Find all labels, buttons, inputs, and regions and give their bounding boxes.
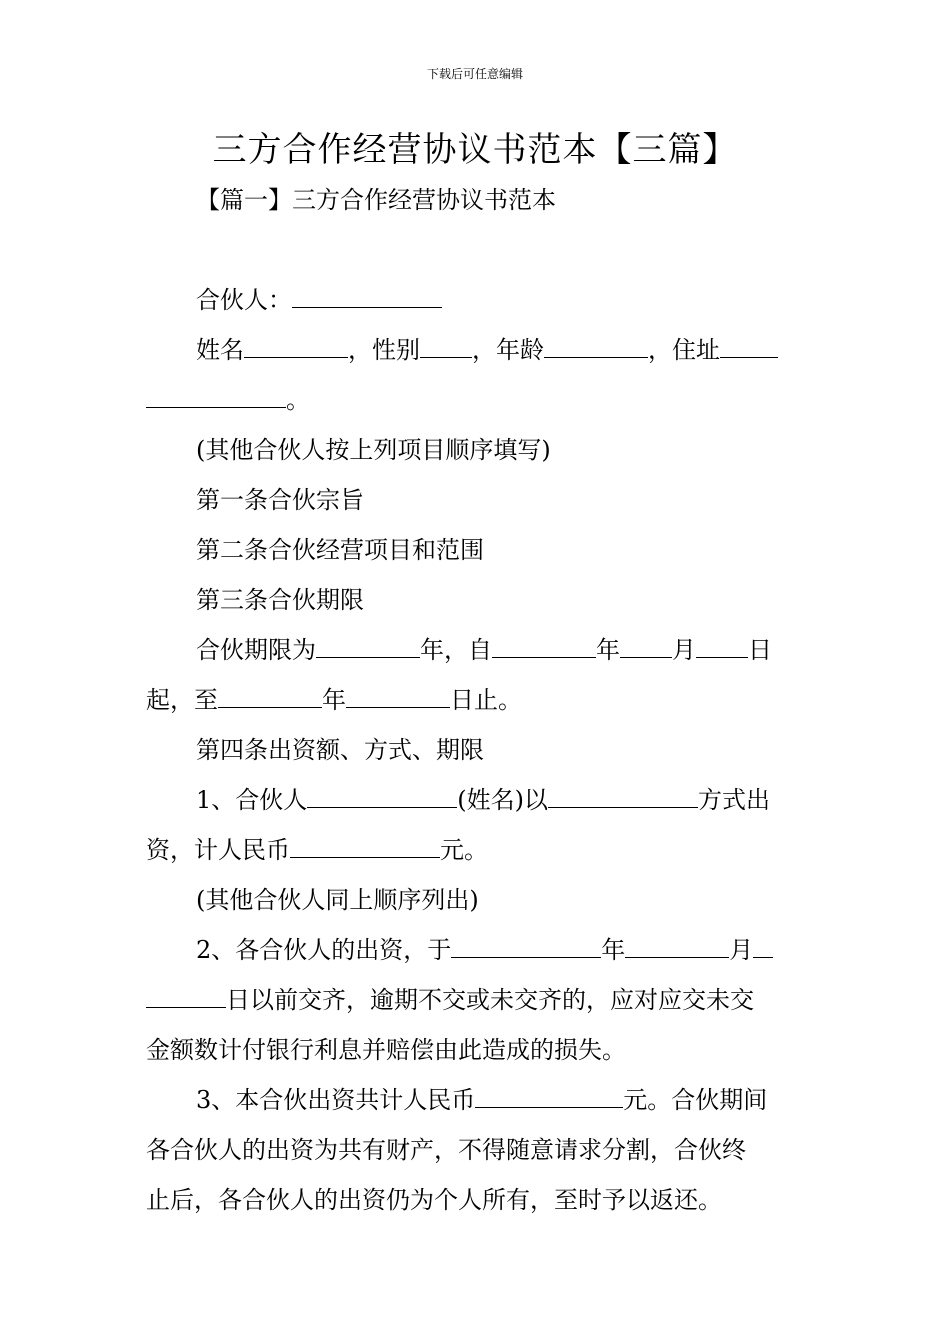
item-2-line-1 xyxy=(196,934,773,966)
item-1-partner-blank xyxy=(307,785,457,808)
term-text-g: 年 xyxy=(322,686,346,714)
item-3-amount-blank xyxy=(475,1085,623,1108)
order-note: (其他合伙人同上顺序列出) xyxy=(196,886,479,914)
article-2-heading: 第二条合伙经营项目和范围 xyxy=(196,536,484,564)
age-label: ，年龄 xyxy=(472,336,544,364)
item-2-line-2 xyxy=(146,984,754,1016)
article-1-heading: 第一条合伙宗旨 xyxy=(196,486,364,514)
term-text-f: 起，至 xyxy=(146,686,218,714)
item-2-line-3: 金额数计付银行利息并赔偿由此造成的损失。 xyxy=(146,1036,626,1064)
term-start-day-blank xyxy=(696,635,748,658)
section-heading: 【篇一】三方合作经营协议书范本 xyxy=(196,186,556,214)
item-3-text-b: 元。合伙期间 xyxy=(623,1086,768,1114)
address-blank-continued xyxy=(146,385,286,408)
item-1-text-e: 元。 xyxy=(440,836,488,864)
item-2-text-c: 月 xyxy=(729,936,754,964)
term-text-e: 日 xyxy=(748,636,772,664)
term-text-c: 年 xyxy=(596,636,620,664)
document-title: 三方合作经营协议书范本【三篇】 xyxy=(212,130,738,170)
partner-line xyxy=(196,284,442,316)
address-label: ，住址 xyxy=(648,336,720,364)
partner-label: 合伙人： xyxy=(196,286,292,314)
term-start-month-blank xyxy=(620,635,672,658)
term-line-1 xyxy=(196,634,772,666)
item-2-text-b: 年 xyxy=(601,936,626,964)
fill-note: (其他合伙人按上列项目顺序填写) xyxy=(196,436,551,464)
partner-info-line xyxy=(196,334,778,366)
term-years-blank xyxy=(316,635,420,658)
address-blank xyxy=(720,335,778,358)
item-2-day-blank xyxy=(753,935,773,958)
item-1-amount-blank xyxy=(290,835,440,858)
name-blank xyxy=(244,335,348,358)
gender-blank xyxy=(420,335,472,358)
address-end: 。 xyxy=(286,386,310,414)
item-2-year-blank xyxy=(451,935,601,958)
article-4-heading: 第四条出资额、方式、期限 xyxy=(196,736,484,764)
item-3-line-2: 各合伙人的出资为共有财产，不得随意请求分割，合伙终 xyxy=(146,1136,746,1164)
item-2-day-blank-continued xyxy=(146,985,226,1008)
item-1-method-blank xyxy=(548,785,698,808)
item-1-text-a: 1、合伙人 xyxy=(196,786,308,814)
item-1-text-d: 资，计人民币 xyxy=(146,836,290,864)
term-text-h: 日止。 xyxy=(450,686,522,714)
item-3-line-1 xyxy=(196,1084,767,1116)
term-text-d: 月 xyxy=(672,636,696,664)
item-3-text-a: 3、本合伙出资共计人民币 xyxy=(196,1086,476,1114)
term-end-year-blank xyxy=(218,685,322,708)
term-start-year-blank xyxy=(492,635,596,658)
item-2-text-a: 2、各合伙人的出资，于 xyxy=(196,936,452,964)
name-label: 姓名 xyxy=(196,336,244,364)
age-blank xyxy=(544,335,648,358)
term-end-day-blank xyxy=(346,685,450,708)
item-1-line-1 xyxy=(196,784,770,816)
item-1-line-2 xyxy=(146,834,488,866)
item-2-month-blank xyxy=(625,935,729,958)
term-text-b: 年，自 xyxy=(420,636,492,664)
address-continuation-line xyxy=(146,384,310,416)
item-3-line-3: 止后，各合伙人的出资仍为个人所有，至时予以返还。 xyxy=(146,1186,722,1214)
item-1-text-c: 方式出 xyxy=(698,786,771,814)
gender-label: ，性别 xyxy=(348,336,420,364)
partner-blank xyxy=(292,285,442,308)
term-text-a: 合伙期限为 xyxy=(196,636,316,664)
article-3-heading: 第三条合伙期限 xyxy=(196,586,364,614)
term-line-2 xyxy=(146,684,522,716)
item-2-text-d: 日以前交齐，逾期不交或未交齐的，应对应交未交 xyxy=(226,986,754,1014)
page-header-note: 下载后可任意编辑 xyxy=(426,67,523,81)
item-1-text-b: (姓名)以 xyxy=(457,786,549,814)
